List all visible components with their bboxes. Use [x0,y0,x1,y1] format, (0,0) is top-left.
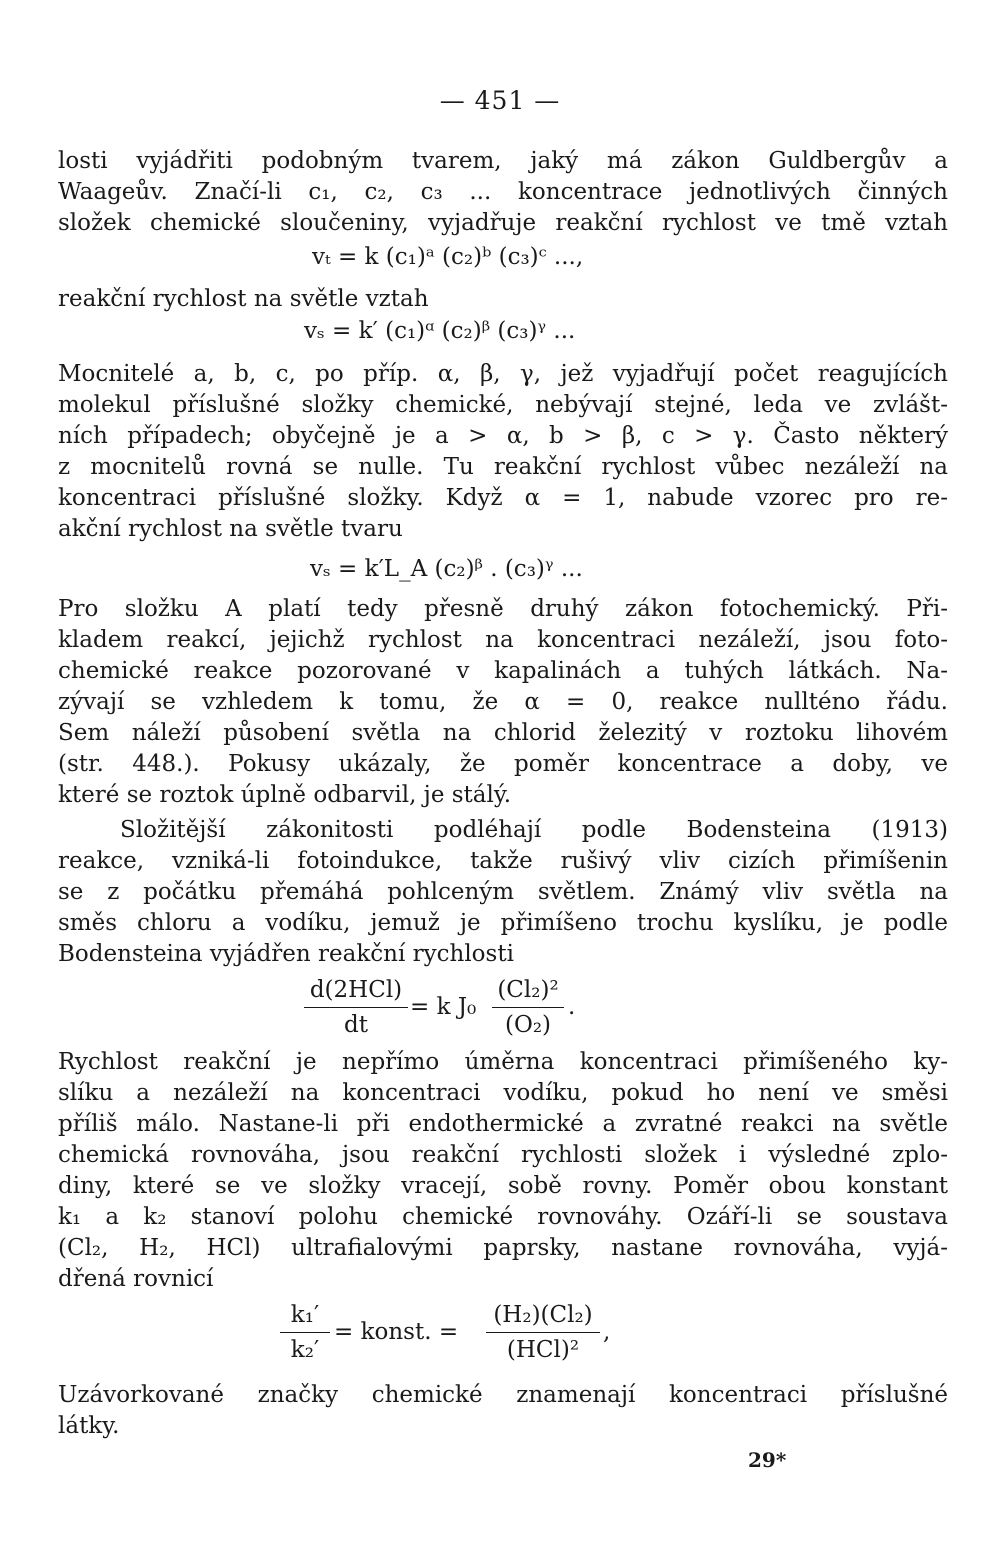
fraction-bar [304,1007,408,1008]
formula-hcl-rate-middle: = k J₀ [410,994,477,1020]
formula-hcl-rate-rhs [492,975,564,1040]
text-line: kladem reakcí, jejichž rychlost na koncentraci nezáleží, jsou foto- [58,627,948,653]
text-line: reakce, vzniká-li fotoindukce, takže rušivý vliv cizích přimíšenin [58,848,948,874]
text-line: Uzávorkované značky chemické znamenají koncentraci příslušné [58,1382,948,1408]
fraction-denominator: (O₂) [504,1012,552,1038]
text-line: molekul příslušné složky chemické, nebývají stejné, leda ve zvlášt- [58,392,948,418]
text-line: látky. [58,1413,120,1439]
text-line: reakční rychlost na světle vztah [58,286,429,312]
text-line: slíku a nezáleží na koncentraci vodíku, pokud ho není ve směsi [58,1080,948,1106]
text-line: chemická rovnováha, jsou reakční rychlosti složek i výsledné zplo- [58,1142,948,1168]
text-line: Složitější zákonitosti podléhají podle Bodensteina (1913) [120,817,948,843]
text-line: Bodensteina vyjádřen reakční rychlosti [58,941,514,967]
formula-equilibrium-middle: = konst. = [334,1319,459,1345]
page-number: — 451 — [439,86,561,115]
formula-end-mark: . [568,994,576,1020]
text-line: ních případech; obyčejně je a > α, b > β, c > γ. Často některý [58,423,948,449]
fraction-denominator: k₂′ [290,1337,320,1363]
fraction-numerator: k₁′ [290,1302,320,1328]
formula-equilibrium-lhs [280,1300,330,1365]
formula-equilibrium-rhs [486,1300,600,1365]
fraction-numerator: (Cl₂)² [497,977,559,1003]
fraction-denominator: (HCl)² [506,1337,580,1363]
text-line: příliš málo. Nastane-li při endothermické a zvratné reakci na světle [58,1111,948,1137]
text-line: směs chloru a vodíku, jemuž je přimíšeno trochu kyslíku, je podle [58,910,948,936]
text-line: z mocnitelů rovná se nulle. Tu reakční rychlost vůbec nezáleží na [58,454,948,480]
text-line: Waageův. Značí-li c₁, c₂, c₃ ... koncentrace jednotlivých činných [58,179,948,205]
fraction-denominator: dt [344,1012,368,1038]
fraction-numerator: d(2HCl) [309,977,403,1003]
text-line: se z počátku přemáhá pohlceným světlem. Známý vliv světla na [58,879,948,905]
text-line: (Cl₂, H₂, HCl) ultrafialovými paprsky, nastane rovnováha, vyjá- [58,1235,948,1261]
text-line: akční rychlost na světle tvaru [58,516,403,542]
text-line: diny, které se ve složky vracejí, sobě rovny. Poměr obou konstant [58,1173,948,1199]
fraction-bar [280,1332,330,1333]
text-line: Rychlost reakční je nepřímo úměrna koncentraci přimíšeného ky- [58,1049,948,1075]
signature-mark: 29* [748,1448,787,1472]
formula-light-rate: vₛ = k′ (c₁)ᵅ (c₂)ᵝ (c₃)ᵞ ... [304,318,576,344]
text-line: Mocnitelé a, b, c, po příp. α, β, γ, jež vyjadřují počet reagujících [58,361,948,387]
text-line: losti vyjádřiti podobným tvarem, jaký má zákon Guldbergův a [58,148,948,174]
text-line: dřená rovnicí [58,1266,214,1292]
text-line: Sem náleží působení světla na chlorid železitý v roztoku lihovém [58,720,948,746]
formula-dark-rate: vₜ = k (c₁)ᵃ (c₂)ᵇ (c₃)ᶜ ..., [312,244,584,270]
text-line: k₁ a k₂ stanoví polohu chemické rovnováhy. Ozáří-li se soustava [58,1204,948,1230]
fraction-bar [492,1007,564,1008]
formula-light-rate-alpha-one: vₛ = k′L_A (c₂)ᵝ . (c₃)ᵞ ... [310,556,583,582]
text-line: složek chemické sloučeniny, vyjadřuje reakční rychlost ve tmě vztah [58,210,948,236]
fraction-numerator: (H₂)(Cl₂) [493,1302,593,1328]
formula-hcl-rate-lhs [304,975,408,1040]
formula-end-mark: , [603,1319,611,1345]
fraction-bar [486,1332,600,1333]
text-line: zývají se vzhledem k tomu, že α = 0, reakce nullténo řádu. [58,689,948,715]
text-line: (str. 448.). Pokusy ukázaly, že poměr koncentrace a doby, ve [58,751,948,777]
text-line: které se roztok úplně odbarvil, je stálý. [58,782,512,808]
text-line: koncentraci příslušné složky. Když α = 1, nabude vzorec pro re- [58,485,948,511]
text-line: Pro složku A platí tedy přesně druhý zákon fotochemický. Při- [58,596,948,622]
text-line: chemické reakce pozorované v kapalinách a tuhých látkách. Na- [58,658,948,684]
